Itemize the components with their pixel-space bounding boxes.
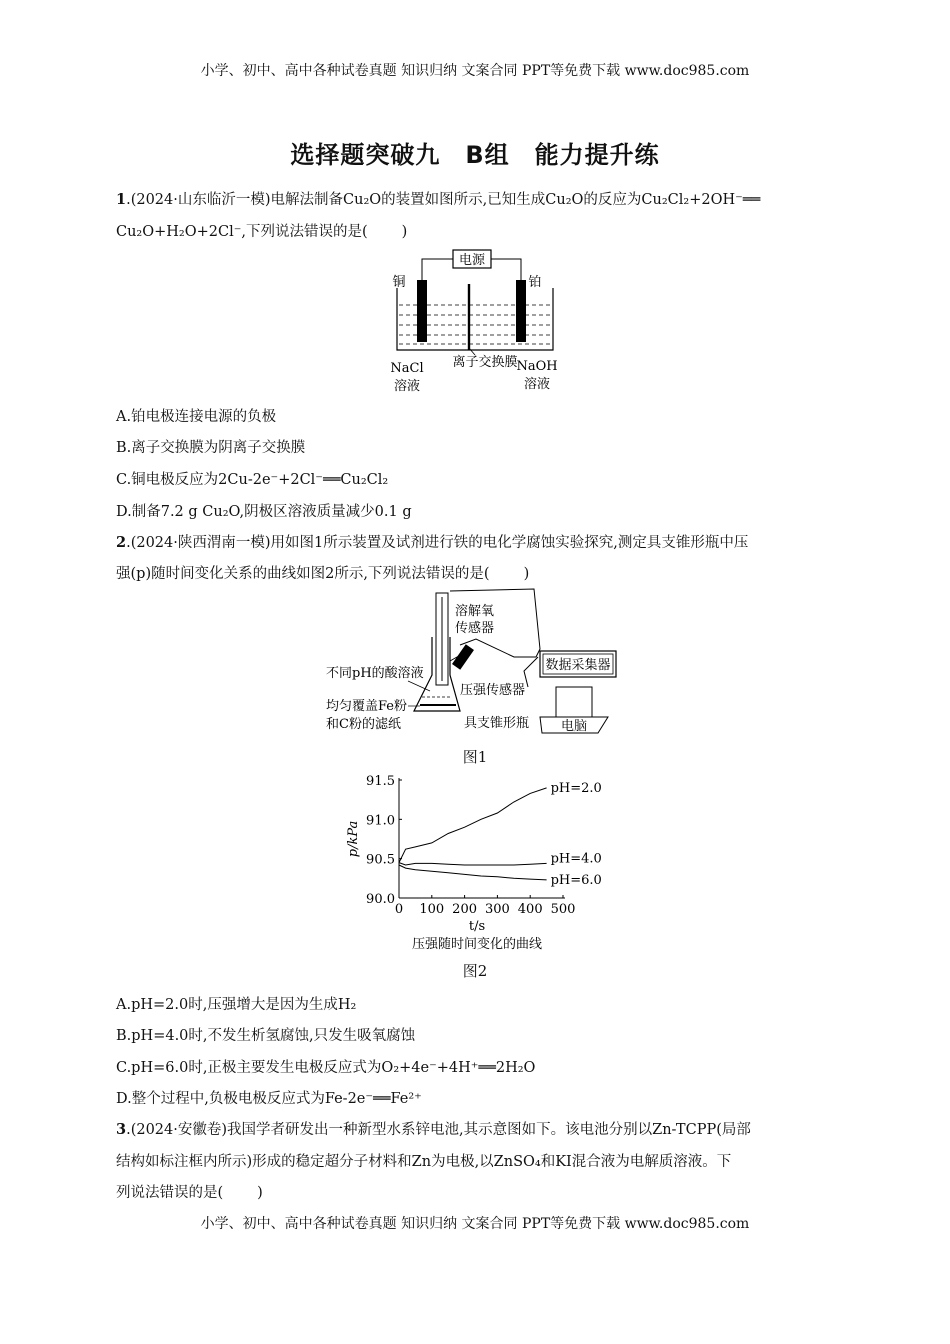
q1-stem-text2: Cu₂O+H₂O+2Cl⁻,下列说法错误的是( bbox=[116, 224, 368, 240]
oxygen-sensor-label-2: 传感器 bbox=[455, 621, 495, 636]
q2-stem-text1: .(2024·陕西渭南一模)用如图1所示装置及试剂进行铁的电化学腐蚀实验探究,测定具支锥形瓶中压 bbox=[126, 535, 749, 551]
filter-paper-label-1: 均匀覆盖Fe粉 bbox=[326, 699, 408, 714]
platinum-electrode bbox=[516, 280, 526, 342]
q3-stem-line3 bbox=[116, 1181, 846, 1202]
pressure-chart bbox=[335, 770, 625, 958]
q2-option-d: D.整个过程中,负极电极反应式为Fe-2e⁻══Fe²⁺ bbox=[116, 1091, 422, 1107]
copper-label: 铜 bbox=[392, 275, 406, 290]
filter-paper-label-2: 和C粉的滤纸 bbox=[326, 717, 401, 732]
q2-option-b: B.pH=4.0时,不发生析氢腐蚀,只发生吸氧腐蚀 bbox=[116, 1028, 416, 1044]
q3-stem-line1 bbox=[116, 1118, 846, 1139]
y-axis-label: p/kPa bbox=[346, 820, 361, 858]
q1-number: 1 bbox=[116, 191, 127, 208]
q3-stem-text1: .(2024·安徽卷)我国学者研发出一种新型水系锌电池,其示意图如下。该电池分别以Zn-TCPP(局部 bbox=[126, 1122, 751, 1138]
membrane-label: 离子交换膜 bbox=[452, 355, 518, 370]
acid-label: 不同pH的酸溶液 bbox=[326, 666, 424, 681]
q1-option-b: B.离子交换膜为阴离子交换膜 bbox=[116, 440, 306, 456]
q3-stem-text3: 列说法错误的是( bbox=[116, 1185, 224, 1201]
q3-number: 3 bbox=[116, 1121, 127, 1138]
pressure-sensor bbox=[452, 644, 474, 669]
power-label: 电源 bbox=[458, 253, 486, 268]
membrane-leader bbox=[469, 348, 475, 355]
q1-stem-line2 bbox=[116, 220, 846, 241]
pressure-sensor-label: 压强传感器 bbox=[460, 683, 526, 698]
nacl-label-1: NaCl bbox=[390, 361, 424, 376]
x-tick-label: 100 bbox=[419, 902, 445, 917]
chart-title: 压强随时间变化的曲线 bbox=[411, 937, 543, 952]
x-tick-label: 0 bbox=[394, 902, 404, 917]
page-title: 选择题突破九 B组 能力提升练 bbox=[290, 141, 660, 169]
series-label-2: pH=4.0 bbox=[550, 851, 602, 867]
y-tick-label: 91.5 bbox=[366, 774, 395, 789]
electrolysis-figure bbox=[385, 248, 565, 400]
q3-paren-close: ) bbox=[257, 1185, 263, 1201]
wire-right bbox=[491, 259, 521, 280]
y-tick-label: 91.0 bbox=[366, 813, 395, 829]
q1-stem-line1 bbox=[116, 188, 846, 209]
q2-stem-line1 bbox=[116, 531, 846, 552]
x-tick-label: 500 bbox=[550, 902, 576, 917]
oxygen-sensor-label-1: 溶解氧 bbox=[455, 604, 495, 619]
q1-paren-close: ) bbox=[401, 224, 408, 240]
y-tick-label: 90.0 bbox=[366, 892, 395, 907]
computer-label: 电脑 bbox=[560, 719, 588, 734]
y-tick-label: 90.5 bbox=[366, 852, 395, 868]
series-line-1 bbox=[399, 788, 547, 863]
figure1-caption: 图1 bbox=[462, 748, 488, 766]
naoh-label-1: NaOH bbox=[516, 359, 558, 374]
x-axis-label: t/s bbox=[468, 919, 486, 934]
data-collector-label: 数据采集器 bbox=[545, 658, 611, 673]
computer-monitor bbox=[556, 687, 592, 717]
q2-option-c: C.pH=6.0时,正极主要发生电极反应式为O₂+4e⁻+4H⁺══2H₂O bbox=[116, 1060, 536, 1076]
q1-option-d: D.制备7.2 g Cu₂O,阴极区溶液质量减少0.1 g bbox=[116, 504, 412, 520]
copper-electrode bbox=[417, 280, 427, 342]
q2-number: 2 bbox=[116, 534, 127, 551]
figure2-caption: 图2 bbox=[462, 962, 488, 980]
q2-paren-close: ) bbox=[523, 566, 530, 582]
q2-option-a: A.pH=2.0时,压强增大是因为生成H₂ bbox=[116, 997, 357, 1013]
x-tick-label: 400 bbox=[517, 902, 543, 917]
x-tick-label: 200 bbox=[452, 902, 478, 917]
nacl-label-2: 溶液 bbox=[393, 379, 421, 394]
q1-option-a: A.铂电极连接电源的负极 bbox=[116, 409, 277, 425]
x-tick-label: 300 bbox=[484, 902, 510, 917]
series-label-1: pH=2.0 bbox=[550, 780, 602, 796]
q1-stem-text1: .(2024·山东临沂一模)电解法制备Cu₂O的装置如图所示,已知生成Cu₂O的反应为Cu₂Cl₂+2OH⁻══ bbox=[126, 192, 761, 208]
q1-option-c: C.铜电极反应为2Cu-2e⁻+2Cl⁻══Cu₂Cl₂ bbox=[116, 472, 389, 488]
q3-stem-line2: 结构如标注框内所示)形成的稳定超分子材料和Zn为电极,以ZnSO₄和KI混合液为电解质溶液。下 bbox=[116, 1154, 732, 1170]
flask-label: 具支锥形瓶 bbox=[464, 716, 530, 731]
series-line-3 bbox=[399, 865, 547, 880]
series-line-2 bbox=[399, 863, 547, 865]
collector-cable bbox=[524, 657, 538, 687]
platinum-label: 铂 bbox=[528, 275, 542, 290]
q2-stem-text2: 强(p)随时间变化关系的曲线如图2所示,下列说法错误的是( bbox=[116, 566, 490, 582]
q2-stem-line2 bbox=[116, 562, 846, 583]
apparatus-figure bbox=[318, 587, 618, 746]
naoh-label-2: 溶液 bbox=[523, 377, 551, 392]
header-banner: 小学、初中、高中各种试卷真题 知识归纳 文案合同 PPT等免费下载 www.doc985.com bbox=[200, 63, 750, 79]
wire-left bbox=[422, 259, 453, 280]
footer-banner: 小学、初中、高中各种试卷真题 知识归纳 文案合同 PPT等免费下载 www.doc985.com bbox=[200, 1216, 750, 1232]
series-label-3: pH=6.0 bbox=[550, 872, 602, 888]
